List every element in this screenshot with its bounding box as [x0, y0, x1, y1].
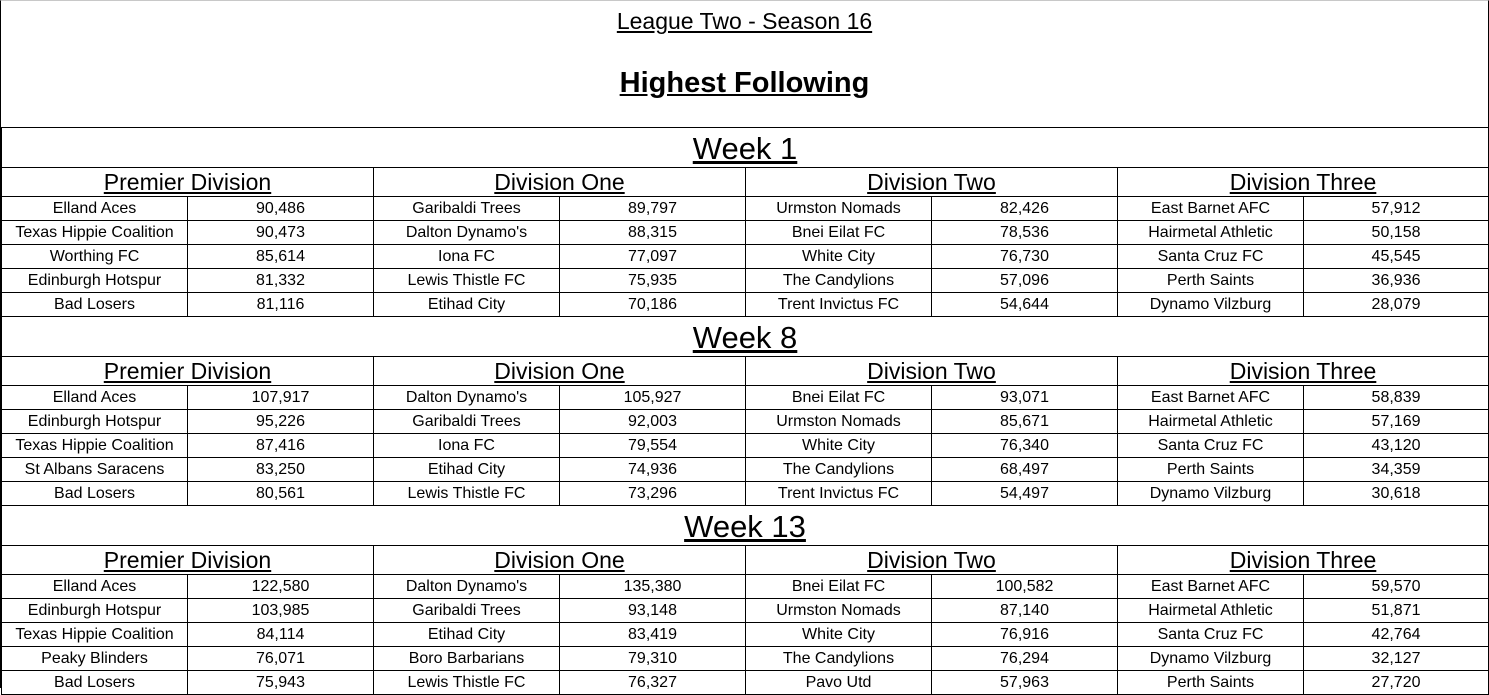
following-value-cell: 83,419 — [560, 623, 746, 647]
following-value-cell: 57,169 — [1304, 410, 1489, 434]
team-name-cell: Iona FC — [374, 434, 560, 458]
following-value-cell: 42,764 — [1304, 623, 1489, 647]
table-row — [2, 410, 1489, 434]
following-value-cell: 76,340 — [932, 434, 1118, 458]
team-name-cell: The Candylions — [746, 269, 932, 293]
following-value-cell: 79,554 — [560, 434, 746, 458]
following-value-cell: 82,426 — [932, 197, 1118, 221]
team-name-cell: Hairmetal Athletic — [1118, 221, 1304, 245]
division-name: Division Three — [1229, 547, 1377, 573]
division-header-cell — [746, 168, 1118, 197]
table-row — [2, 458, 1489, 482]
division-header-row — [2, 357, 1489, 386]
team-name-cell: Etihad City — [374, 623, 560, 647]
team-name-cell: Hairmetal Athletic — [1118, 410, 1304, 434]
team-name-cell: East Barnet AFC — [1118, 197, 1304, 221]
following-value-cell: 122,580 — [188, 575, 374, 599]
division-name: Division Two — [867, 547, 996, 573]
following-value-cell: 54,644 — [932, 293, 1118, 317]
following-value-cell: 28,079 — [1304, 293, 1489, 317]
following-value-cell: 105,927 — [560, 386, 746, 410]
following-value-cell: 92,003 — [560, 410, 746, 434]
week-header-cell — [2, 128, 1489, 168]
following-value-cell: 90,486 — [188, 197, 374, 221]
team-name-cell: Perth Saints — [1118, 269, 1304, 293]
following-value-cell: 74,936 — [560, 458, 746, 482]
following-value-cell: 57,912 — [1304, 197, 1489, 221]
week-header-row — [2, 128, 1489, 168]
table-row — [2, 623, 1489, 647]
division-header-cell — [374, 168, 746, 197]
team-name-cell: Texas Hippie Coalition — [2, 623, 188, 647]
table-row — [2, 671, 1489, 695]
team-name-cell: Bnei Eilat FC — [746, 575, 932, 599]
table-row — [2, 293, 1489, 317]
following-value-cell: 135,380 — [560, 575, 746, 599]
following-value-cell: 68,497 — [932, 458, 1118, 482]
following-value-cell: 89,797 — [560, 197, 746, 221]
following-value-cell: 43,120 — [1304, 434, 1489, 458]
following-value-cell: 50,158 — [1304, 221, 1489, 245]
week-label: Week 8 — [692, 320, 798, 355]
team-name-cell: Edinburgh Hotspur — [2, 410, 188, 434]
following-value-cell: 76,730 — [932, 245, 1118, 269]
team-name-cell: Elland Aces — [2, 575, 188, 599]
team-name-cell: East Barnet AFC — [1118, 386, 1304, 410]
following-value-cell: 95,226 — [188, 410, 374, 434]
team-name-cell: Lewis Thistle FC — [374, 671, 560, 695]
following-value-cell: 103,985 — [188, 599, 374, 623]
division-header-cell — [1118, 546, 1489, 575]
division-header-cell — [746, 546, 1118, 575]
team-name-cell: Etihad City — [374, 293, 560, 317]
division-header-cell — [2, 546, 374, 575]
team-name-cell: Trent Invictus FC — [746, 482, 932, 506]
following-value-cell: 81,116 — [188, 293, 374, 317]
division-header-cell — [2, 357, 374, 386]
team-name-cell: Dynamo Vilzburg — [1118, 293, 1304, 317]
following-value-cell: 57,963 — [932, 671, 1118, 695]
division-header-row — [2, 168, 1489, 197]
table-body — [2, 128, 1489, 695]
team-name-cell: Urmston Nomads — [746, 410, 932, 434]
team-name-cell: Bnei Eilat FC — [746, 221, 932, 245]
team-name-cell: Santa Cruz FC — [1118, 434, 1304, 458]
division-name: Division Three — [1229, 358, 1377, 384]
division-name: Premier Division — [103, 547, 272, 573]
following-value-cell: 76,916 — [932, 623, 1118, 647]
team-name-cell: Garibaldi Trees — [374, 197, 560, 221]
following-tables — [1, 127, 1488, 695]
following-value-cell: 93,148 — [560, 599, 746, 623]
division-name: Division Two — [867, 358, 996, 384]
following-value-cell: 54,497 — [932, 482, 1118, 506]
following-value-cell: 107,917 — [188, 386, 374, 410]
team-name-cell: Edinburgh Hotspur — [2, 269, 188, 293]
division-name: Division Three — [1229, 169, 1377, 195]
division-header-cell — [1118, 357, 1489, 386]
team-name-cell: Iona FC — [374, 245, 560, 269]
page-title: Highest Following — [619, 67, 870, 99]
table-row — [2, 647, 1489, 671]
division-header-row — [2, 546, 1489, 575]
team-name-cell: Edinburgh Hotspur — [2, 599, 188, 623]
following-value-cell: 83,250 — [188, 458, 374, 482]
team-name-cell: Dynamo Vilzburg — [1118, 482, 1304, 506]
table-row — [2, 221, 1489, 245]
team-name-cell: St Albans Saracens — [2, 458, 188, 482]
following-value-cell: 87,140 — [932, 599, 1118, 623]
team-name-cell: Garibaldi Trees — [374, 410, 560, 434]
following-value-cell: 79,310 — [560, 647, 746, 671]
team-name-cell: Elland Aces — [2, 386, 188, 410]
following-value-cell: 76,294 — [932, 647, 1118, 671]
team-name-cell: The Candylions — [746, 458, 932, 482]
table-row — [2, 197, 1489, 221]
division-header-cell — [1118, 168, 1489, 197]
team-name-cell: Bad Losers — [2, 671, 188, 695]
team-name-cell: Bnei Eilat FC — [746, 386, 932, 410]
following-value-cell: 57,096 — [932, 269, 1118, 293]
following-value-cell: 78,536 — [932, 221, 1118, 245]
following-value-cell: 80,561 — [188, 482, 374, 506]
following-value-cell: 85,671 — [932, 410, 1118, 434]
team-name-cell: Urmston Nomads — [746, 599, 932, 623]
following-value-cell: 36,936 — [1304, 269, 1489, 293]
division-header-cell — [374, 357, 746, 386]
following-value-cell: 70,186 — [560, 293, 746, 317]
team-name-cell: The Candylions — [746, 647, 932, 671]
table-row — [2, 386, 1489, 410]
team-name-cell: Hairmetal Athletic — [1118, 599, 1304, 623]
division-name: Premier Division — [103, 358, 272, 384]
table-row — [2, 245, 1489, 269]
team-name-cell: Perth Saints — [1118, 671, 1304, 695]
team-name-cell: Etihad City — [374, 458, 560, 482]
team-name-cell: Bad Losers — [2, 482, 188, 506]
team-name-cell: Trent Invictus FC — [746, 293, 932, 317]
team-name-cell: Garibaldi Trees — [374, 599, 560, 623]
division-name: Division One — [494, 169, 625, 195]
following-value-cell: 76,327 — [560, 671, 746, 695]
team-name-cell: Dynamo Vilzburg — [1118, 647, 1304, 671]
following-value-cell: 81,332 — [188, 269, 374, 293]
following-value-cell: 34,359 — [1304, 458, 1489, 482]
following-value-cell: 59,570 — [1304, 575, 1489, 599]
following-value-cell: 27,720 — [1304, 671, 1489, 695]
following-value-cell: 58,839 — [1304, 386, 1489, 410]
following-value-cell: 30,618 — [1304, 482, 1489, 506]
team-name-cell: Elland Aces — [2, 197, 188, 221]
following-value-cell: 76,071 — [188, 647, 374, 671]
following-value-cell: 87,416 — [188, 434, 374, 458]
team-name-cell: Pavo Utd — [746, 671, 932, 695]
team-name-cell: Perth Saints — [1118, 458, 1304, 482]
team-name-cell: Lewis Thistle FC — [374, 482, 560, 506]
team-name-cell: Lewis Thistle FC — [374, 269, 560, 293]
team-name-cell: Dalton Dynamo's — [374, 575, 560, 599]
following-value-cell: 45,545 — [1304, 245, 1489, 269]
team-name-cell: Dalton Dynamo's — [374, 386, 560, 410]
team-name-cell: East Barnet AFC — [1118, 575, 1304, 599]
division-header-cell — [2, 168, 374, 197]
division-header-cell — [746, 357, 1118, 386]
team-name-cell: Bad Losers — [2, 293, 188, 317]
following-value-cell: 51,871 — [1304, 599, 1489, 623]
week-label: Week 1 — [692, 131, 798, 166]
team-name-cell: Dalton Dynamo's — [374, 221, 560, 245]
division-header-cell — [374, 546, 746, 575]
table-row — [2, 575, 1489, 599]
team-name-cell: White City — [746, 623, 932, 647]
following-value-cell: 100,582 — [932, 575, 1118, 599]
week-header-row — [2, 317, 1489, 357]
following-value-cell: 73,296 — [560, 482, 746, 506]
table-row — [2, 269, 1489, 293]
team-name-cell: Boro Barbarians — [374, 647, 560, 671]
following-value-cell: 75,935 — [560, 269, 746, 293]
division-name: Division One — [494, 547, 625, 573]
team-name-cell: White City — [746, 434, 932, 458]
table-row — [2, 482, 1489, 506]
division-name: Division Two — [867, 169, 996, 195]
season-subtitle: League Two - Season 16 — [616, 8, 873, 34]
team-name-cell: Texas Hippie Coalition — [2, 221, 188, 245]
following-value-cell: 75,943 — [188, 671, 374, 695]
table-row — [2, 599, 1489, 623]
week-label: Week 13 — [684, 509, 806, 544]
following-value-cell: 32,127 — [1304, 647, 1489, 671]
division-name: Division One — [494, 358, 625, 384]
team-name-cell: Peaky Blinders — [2, 647, 188, 671]
table-row — [2, 434, 1489, 458]
team-name-cell: Santa Cruz FC — [1118, 245, 1304, 269]
standings-table — [1, 127, 1489, 695]
team-name-cell: White City — [746, 245, 932, 269]
team-name-cell: Worthing FC — [2, 245, 188, 269]
team-name-cell: Urmston Nomads — [746, 197, 932, 221]
following-value-cell: 84,114 — [188, 623, 374, 647]
team-name-cell: Santa Cruz FC — [1118, 623, 1304, 647]
week-header-cell — [2, 506, 1489, 546]
week-header-cell — [2, 317, 1489, 357]
following-value-cell: 90,473 — [188, 221, 374, 245]
week-header-row — [2, 506, 1489, 546]
following-value-cell: 77,097 — [560, 245, 746, 269]
following-value-cell: 88,315 — [560, 221, 746, 245]
following-value-cell: 93,071 — [932, 386, 1118, 410]
team-name-cell: Texas Hippie Coalition — [2, 434, 188, 458]
following-value-cell: 85,614 — [188, 245, 374, 269]
division-name: Premier Division — [103, 169, 272, 195]
